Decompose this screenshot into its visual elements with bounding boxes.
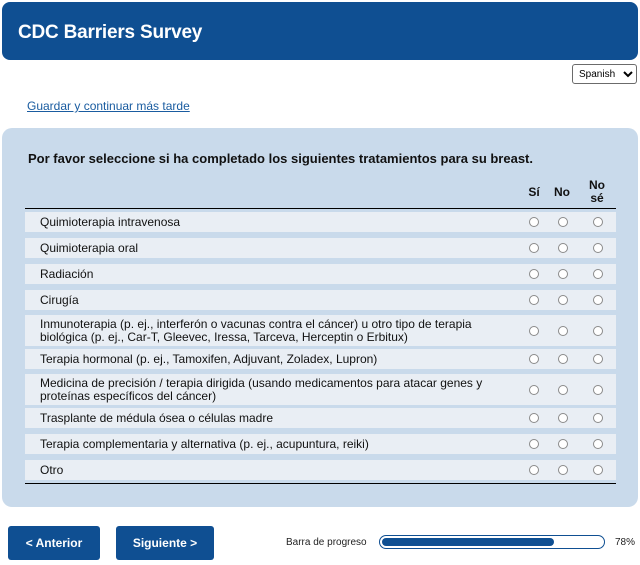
table-row (25, 238, 616, 258)
radio-dont-know[interactable] (593, 465, 603, 475)
treatment-label: Inmunoterapia (p. ej., interferón o vacunas contra el cáncer) u otro tipo de terapia biológica (p. ej., Car-T, Gleevec, Iressa, Tarceva, Herceptin o Erbitux) (40, 317, 472, 344)
radio-yes[interactable] (529, 354, 539, 364)
table-top-rule (25, 208, 616, 209)
treatment-label: Cirugía (40, 293, 79, 307)
radio-no[interactable] (558, 217, 568, 227)
radio-yes[interactable] (529, 439, 539, 449)
progress-bar-fill (382, 538, 554, 546)
radio-no[interactable] (558, 269, 568, 279)
app-title: CDC Barriers Survey (18, 22, 203, 43)
column-header-dont-know-line1: No (589, 178, 605, 192)
progress-label: Barra de progreso (286, 537, 367, 548)
radio-dont-know[interactable] (593, 269, 603, 279)
treatment-label: Quimioterapia intravenosa (40, 215, 181, 229)
radio-dont-know[interactable] (593, 326, 603, 336)
table-row (25, 349, 616, 369)
table-bottom-rule (25, 483, 616, 484)
treatment-label: Otro (40, 463, 64, 477)
radio-yes[interactable] (529, 413, 539, 423)
radio-dont-know[interactable] (593, 439, 603, 449)
radio-yes[interactable] (529, 326, 539, 336)
app-header (2, 2, 638, 60)
radio-yes[interactable] (529, 465, 539, 475)
radio-dont-know[interactable] (593, 217, 603, 227)
radio-no[interactable] (558, 295, 568, 305)
radio-dont-know[interactable] (593, 413, 603, 423)
column-header-dont-know (584, 179, 610, 205)
table-row (25, 408, 616, 428)
table-row (25, 434, 616, 454)
language-select[interactable] (572, 64, 637, 84)
radio-yes[interactable] (529, 243, 539, 253)
radio-no[interactable] (558, 243, 568, 253)
radio-no[interactable] (558, 465, 568, 475)
treatment-label: Quimioterapia oral (40, 241, 139, 255)
progress-percent: 78% (615, 537, 636, 548)
column-header-dont-know-line2: sé (590, 191, 604, 205)
radio-no[interactable] (558, 439, 568, 449)
table-row (25, 212, 616, 232)
radio-yes[interactable] (529, 385, 539, 395)
radio-dont-know[interactable] (593, 295, 603, 305)
radio-no[interactable] (558, 385, 568, 395)
treatment-label: Terapia complementaria y alternativa (p. ej., acupuntura, reiki) (40, 437, 369, 451)
table-row (25, 460, 616, 480)
treatment-label: Trasplante de médula ósea o células madre (40, 411, 274, 425)
progress-bar (379, 535, 605, 549)
column-header-no: No (554, 185, 570, 199)
table-row (25, 315, 616, 346)
table-row (25, 264, 616, 284)
radio-dont-know[interactable] (593, 243, 603, 253)
treatment-label: Terapia hormonal (p. ej., Tamoxifen, Adjuvant, Zoladex, Lupron) (40, 352, 378, 366)
radio-no[interactable] (558, 354, 568, 364)
radio-dont-know[interactable] (593, 385, 603, 395)
radio-yes[interactable] (529, 295, 539, 305)
table-row (25, 290, 616, 310)
next-button[interactable]: Siguiente > (116, 526, 214, 560)
table-row (25, 374, 616, 405)
treatment-label: Radiación (40, 267, 94, 281)
save-continue-later-link[interactable]: Guardar y continuar más tarde (27, 99, 190, 113)
question-text: Por favor seleccione si ha completado los siguientes tratamientos para su breast. (28, 151, 534, 166)
radio-dont-know[interactable] (593, 354, 603, 364)
radio-yes[interactable] (529, 217, 539, 227)
treatment-label: Medicina de precisión / terapia dirigida (usando medicamentos para atacar genes y proteínas específicos del cáncer) (40, 376, 483, 403)
column-header-yes: Sí (528, 185, 540, 199)
radio-yes[interactable] (529, 269, 539, 279)
previous-button[interactable]: < Anterior (8, 526, 100, 560)
radio-no[interactable] (558, 326, 568, 336)
radio-no[interactable] (558, 413, 568, 423)
